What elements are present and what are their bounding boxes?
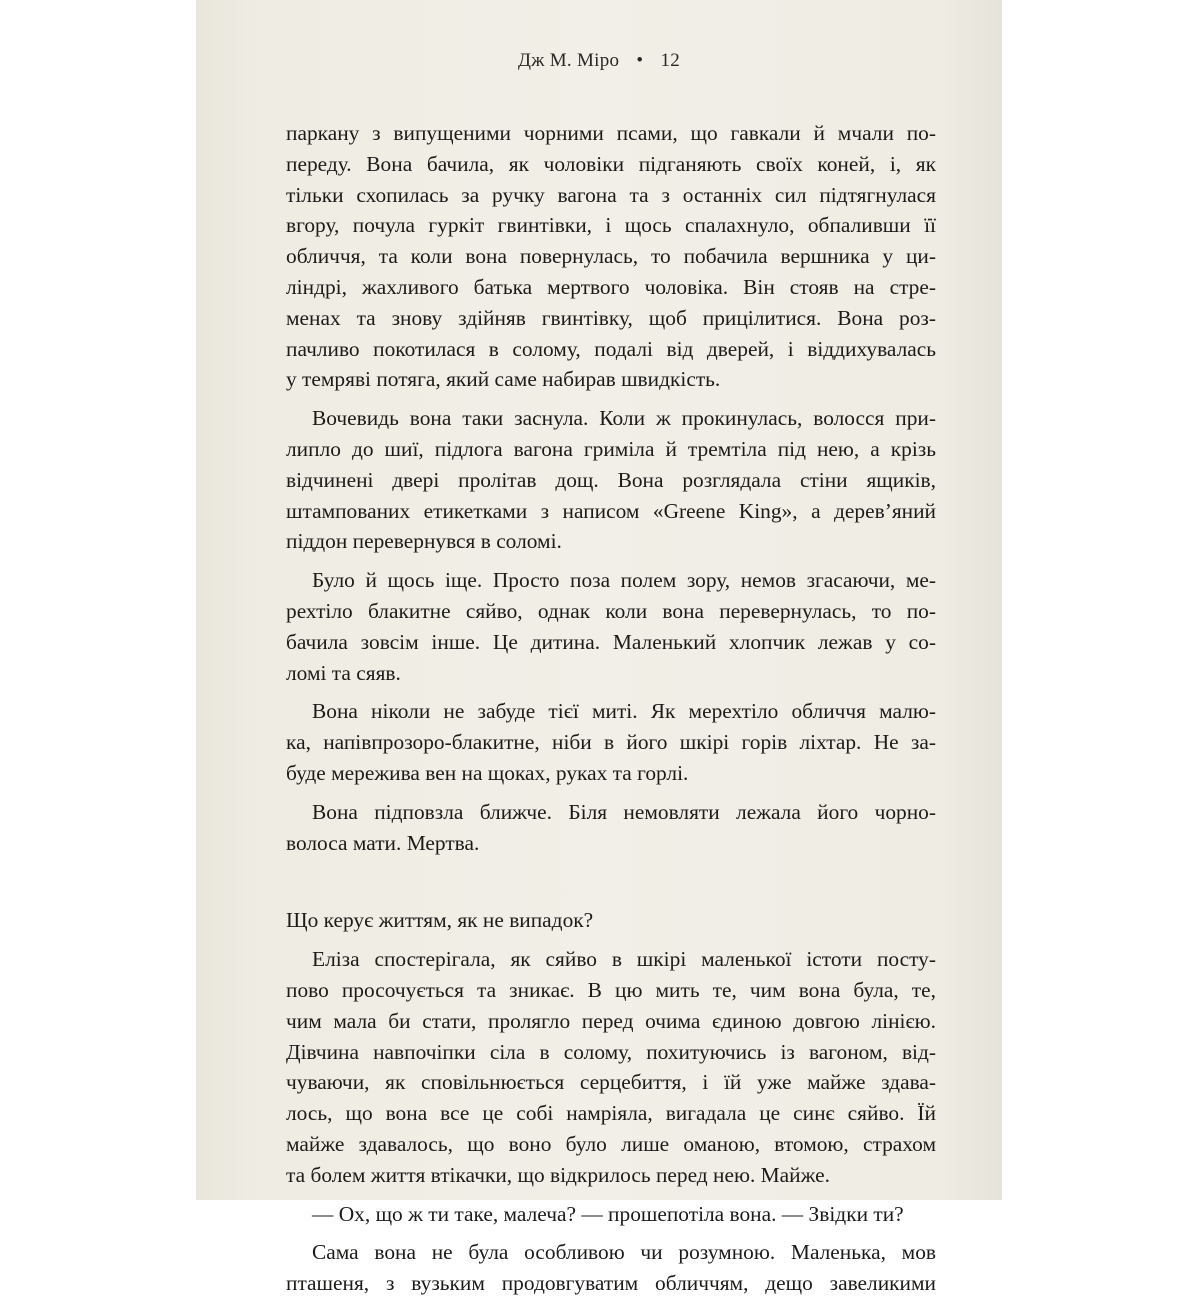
text-line: піддон перевернувся в соломі. <box>286 529 562 554</box>
text-line: у темряві потяга, який саме набирав швидкість. <box>286 367 721 392</box>
text-line: та болем життя втікачки, що відкрилось перед нею. Майже. <box>286 1162 830 1187</box>
paragraph <box>286 403 936 557</box>
text-line: липло до шиї, підлога вагона гриміла й тремтіла під нею, а крізь <box>286 436 936 461</box>
text-line: Що керує життям, як не випадок? <box>286 908 594 933</box>
header-separator: • <box>636 50 644 71</box>
text-line: бачила зовсім інше. Це дитина. Маленький хлопчик лежав у со- <box>286 629 936 654</box>
paragraph <box>286 797 936 859</box>
text-line: пташеня, з вузьким продовгуватим обличчям, дещо завеликими <box>286 1271 936 1296</box>
text-line: менах та знову здійняв гвинтівку, щоб прицілитися. Вона роз- <box>286 305 936 330</box>
text-line: майже здавалось, що воно було лише оманою, втомою, страхом <box>286 1131 936 1156</box>
text-line: чуваючи, як сповільнюється серцебиття, і їй уже майже здава- <box>286 1070 936 1095</box>
paragraph <box>286 565 936 688</box>
text-line: чим мала би стати, пролягло перед очима єдиною довгою лінією. <box>286 1008 936 1033</box>
paragraph-gap <box>286 557 936 565</box>
text-line: Вона підповзла ближче. Біля немовляти лежала його чорно- <box>312 799 936 824</box>
body-text <box>286 118 936 1299</box>
text-line: обличчя, та коли вона повернулась, то побачила вершника у ци- <box>286 244 936 269</box>
text-line: рехтіло блакитне сяйво, однак коли вона перевернулась, то по- <box>286 598 936 623</box>
paragraph-gap <box>286 395 936 403</box>
text-line: Було й щось іще. Просто поза полем зору, немов згасаючи, ме- <box>312 568 936 593</box>
paragraph <box>286 696 936 788</box>
text-line: Дівчина навпочіпки сіла в солому, похитуючись із вагоном, від- <box>286 1039 936 1064</box>
running-header <box>196 50 1002 72</box>
paragraph-gap <box>286 688 936 696</box>
paragraph-gap <box>286 1229 936 1237</box>
header-page-number: 12 <box>660 50 681 71</box>
text-line: пово просочується та зникає. В цю мить те, чим вона була, те, <box>286 977 936 1002</box>
paragraph <box>286 1237 936 1299</box>
text-line: штампованих етикетками з написом «Greene King», а дерев’яний <box>286 498 936 523</box>
book-page <box>196 0 1002 1296</box>
paragraph <box>286 1199 936 1230</box>
text-line: Сама вона не була особливою чи розумною. Маленька, мов <box>312 1240 936 1265</box>
text-line: Еліза спостерігала, як сяйво в шкірі маленької істоти посту- <box>312 947 936 972</box>
text-line: Вочевидь вона таки заснула. Коли ж прокинулась, волосся при- <box>312 406 936 431</box>
text-line: пачливо покотилася в солому, подалі від дверей, і віддихувалась <box>286 336 936 361</box>
text-line: вгору, почула гуркіт гвинтівки, і щось спалахнуло, обпаливши її <box>286 213 936 238</box>
paragraph <box>286 944 936 1190</box>
text-line: паркану з випущеними чорними псами, що гавкали й мчали по- <box>286 121 936 145</box>
text-line: переду. Вона бачила, як чоловіки підганяють своїх коней, і, як <box>286 151 936 176</box>
text-line: лось, що вона все це собі намріяла, вигадала це синє сяйво. Їй <box>286 1101 936 1126</box>
section-break <box>286 858 936 905</box>
paragraph-gap <box>286 789 936 797</box>
text-line: ка, напівпрозоро-блакитне, ніби в його шкірі горів ліхтар. Не за- <box>286 730 936 755</box>
text-line: ліндрі, жахливого батька мертвого чоловіка. Він стояв на стре- <box>286 274 936 299</box>
text-line: Вона ніколи не забуде тієї миті. Як мерехтіло обличчя малю- <box>312 699 936 724</box>
text-line: буде мережива вен на щоках, руках та горлі. <box>286 760 689 785</box>
paragraph-gap <box>286 1191 936 1199</box>
text-line: тільки схопилась за ручку вагона та з останніх сил підтягнулася <box>286 182 936 207</box>
paragraph <box>286 905 936 936</box>
text-line: — Ох, що ж ти таке, малеча? — прошепотіла вона. — Звідки ти? <box>312 1201 904 1226</box>
paragraph-gap <box>286 936 936 944</box>
paragraph <box>286 118 936 395</box>
text-line: відчинені двері пролітав дощ. Вона розглядала стіни ящиків, <box>286 467 936 492</box>
header-author: Дж М. Міро <box>517 50 620 71</box>
text-line: ломі та сяяв. <box>286 660 401 685</box>
text-line: волоса мати. Мертва. <box>286 830 480 855</box>
